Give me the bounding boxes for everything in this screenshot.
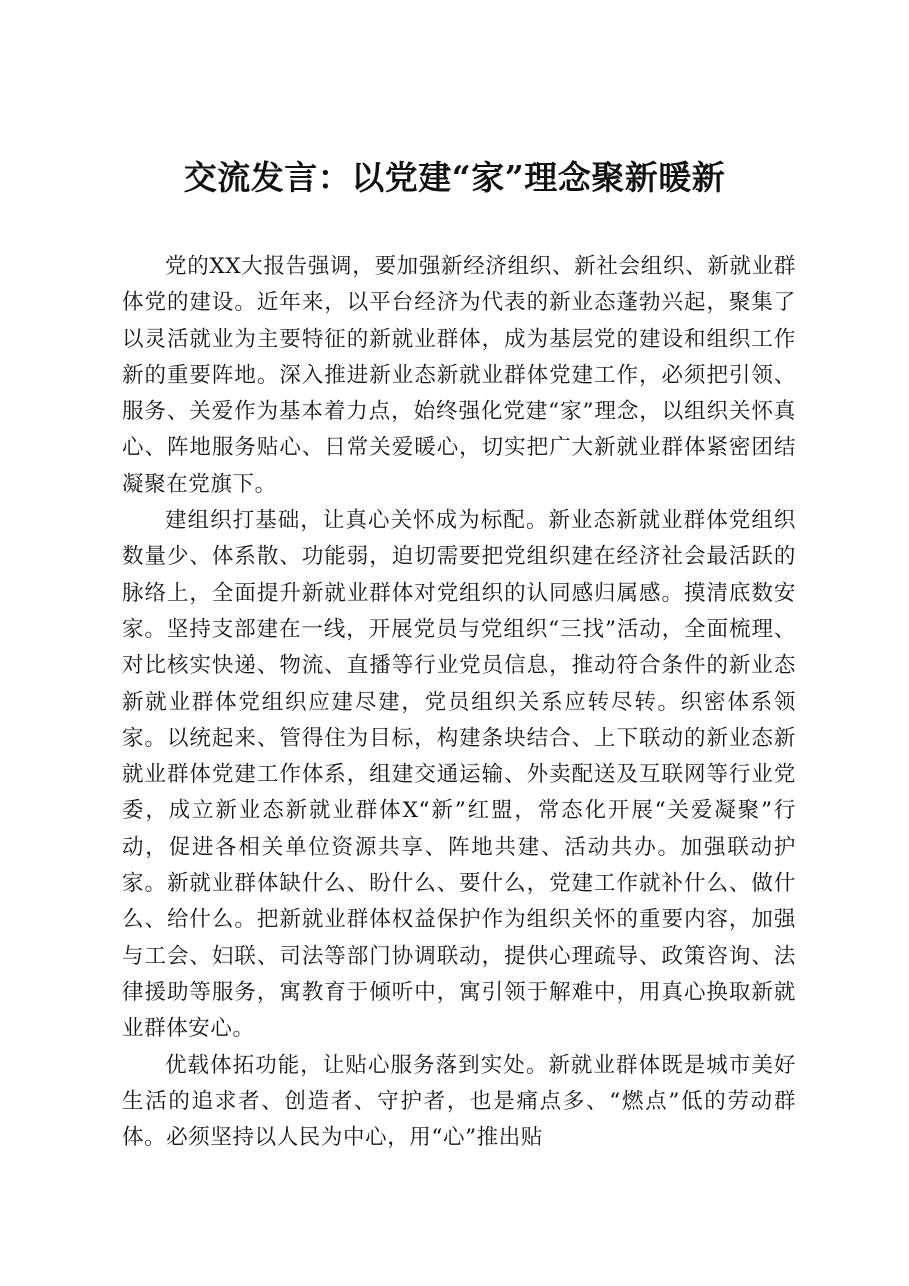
document-body [122, 249, 796, 1156]
document-title: 交流发言：以党建“家”理念聚新暖新 [183, 158, 726, 197]
paragraph-organization: 建组织打基础，让真心关怀成为标配。新业态新就业群体党组织数量少、体系散、功能弱，迫切需要把党组织建在经济社会最活跃的脉络上，全面提升新就业群体对党组织的认同感归属感。摸清底数安家。坚持支部建在一线，开展党员与党组织“三找”活动，全面梳理、对比核实快递、物流、直播等行业党员信息，推动符合条件的新业态新就业群体党组织应建尽建，党员组织关系应转尽转。织密体系领家。以统起来、管得住为目标，构建条块结合、上下联动的新业态新就业群体党建工作体系，组建交通运输、外卖配送及互联网等行业党委，成立新业态新就业群体X“新”红盟，常态化开展“关爱凝聚”行动，促进各相关单位资源共享、阵地共建、活动共办。加强联动护家。新就业群体缺什么、盼什么、要什么，党建工作就补什么、做什么、给什么。把新就业群体权益保护作为组织关怀的重要内容，加强与工会、妇联、司法等部门协调联动，提供心理疏导、政策咨询、法律援助等服务，寓教育于倾听中，寓引领于解难中，用真心换取新就业群体安心。 [122, 508, 796, 1042]
paragraph-intro: 党的XX大报告强调，要加强新经济组织、新社会组织、新就业群体党的建设。近年来，以平台经济为代表的新业态蓬勃兴起，聚集了以灵活就业为主要特征的新就业群体，成为基层党的建设和组织工作新的重要阵地。深入推进新业态新就业群体党建工作，必须把引领、服务、关爱作为基本着力点，始终强化党建“家”理念，以组织关怀真心、阵地服务贴心、日常关爱暖心，切实把广大新就业群体紧密团结凝聚在党旗下。 [122, 254, 796, 497]
paragraph-service: 优载体拓功能，让贴心服务落到实处。新就业群体既是城市美好生活的追求者、创造者、守护者，也是痛点多、“燃点”低的劳动群体。必须坚持以人民为中心，用“心”推出贴 [122, 1052, 796, 1151]
